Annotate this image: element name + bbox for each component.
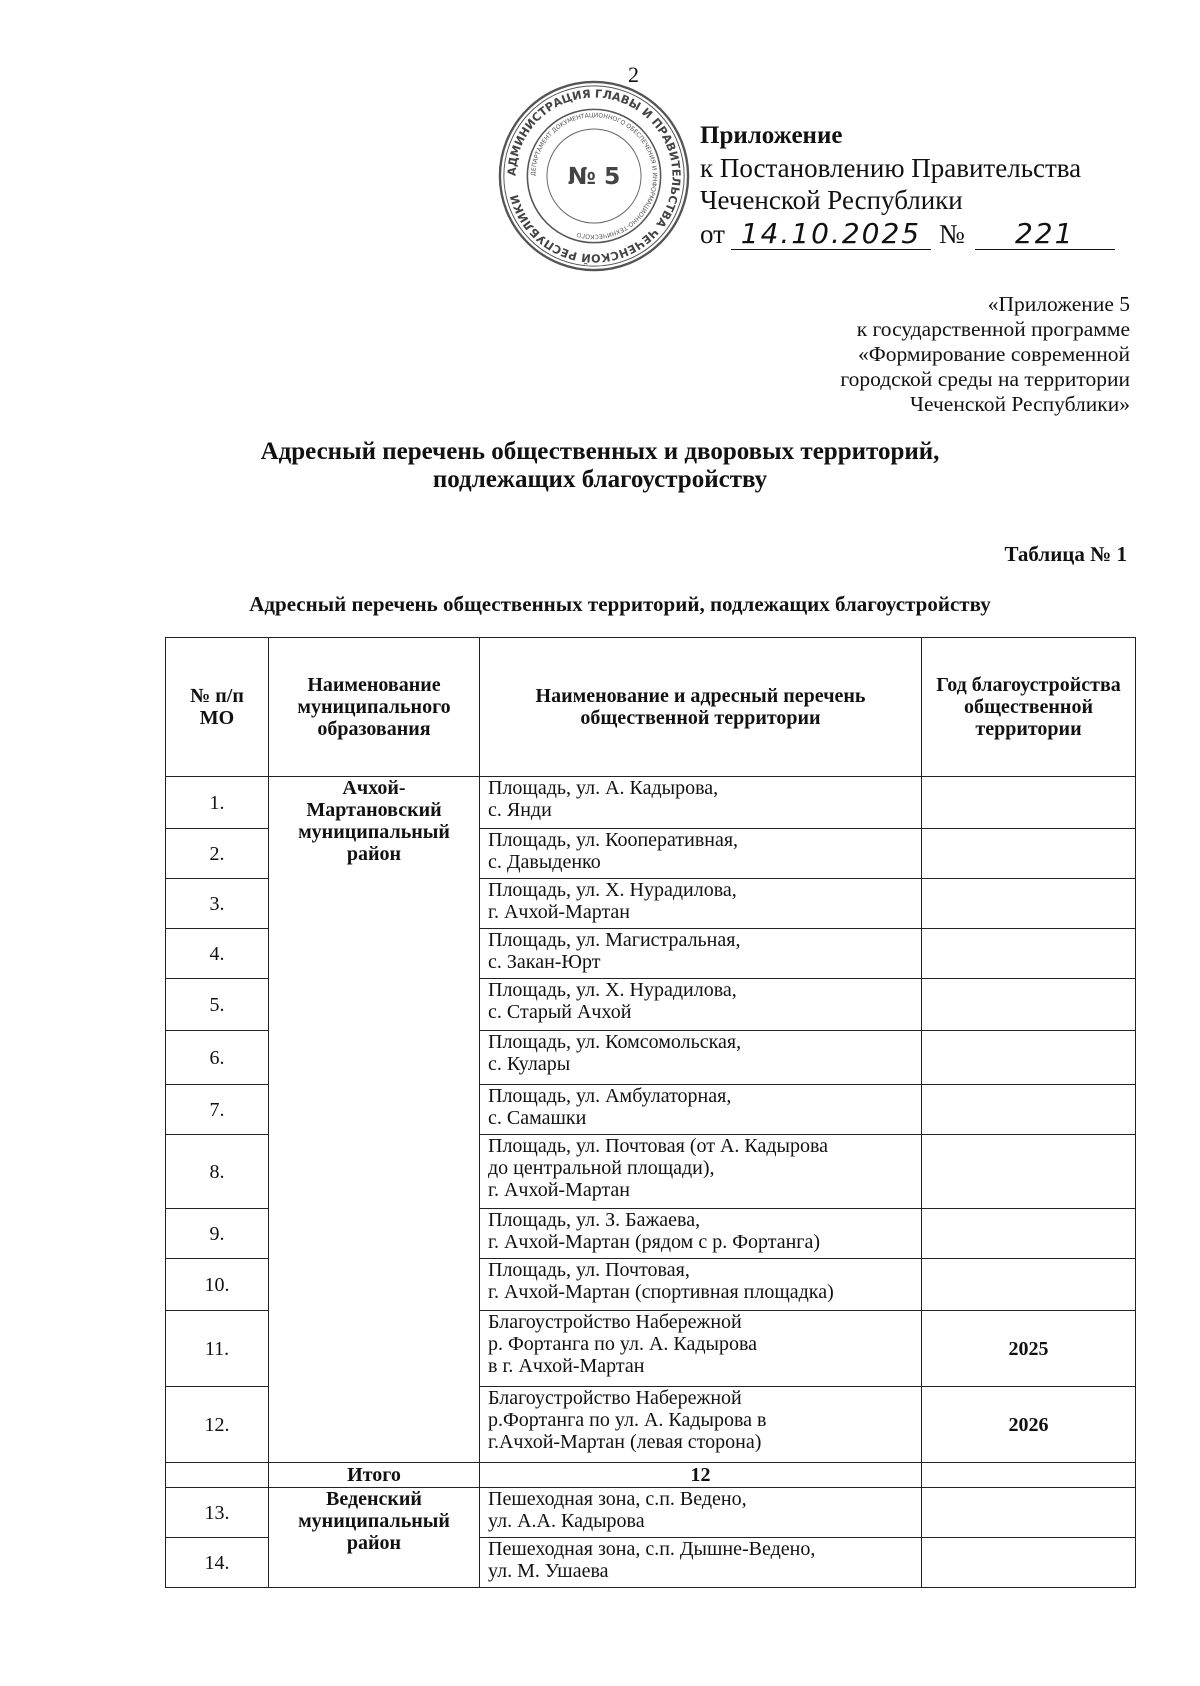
page-number: 2 [628,62,639,87]
approval-number: 221 [975,219,1115,250]
improvement-year [922,829,1136,879]
total-label: Итого [269,1463,480,1488]
document-title-line-1: Адресный перечень общественных и дворовых территорий, [260,438,940,465]
annex-line: городской среды на территории [840,367,1130,391]
territory-address: Площадь, ул. Почтовая, г. Ачхой-Мартан (спортивная площадка) [480,1259,922,1311]
approval-number-label: № [938,219,965,249]
header-municipality: Наименование муниципального образования [269,638,480,777]
improvement-year [922,979,1136,1031]
approval-line-2: Чеченской Республики [700,185,963,215]
row-number: 2. [166,829,269,879]
seal-inner-text: ДЕПАРТАМЕНТ ДОКУМЕНТАЦИОННОГО ОБЕСПЕЧЕНИЯ И ИНФОРМАЦИОННО-ТЕХНИЧЕСКОГО [530,112,658,240]
territory-address: Пешеходная зона, с.п. Ведено, ул. А.А. Кадырова [480,1488,922,1538]
territory-address: Площадь, ул. Магистральная, с. Закан-Юрт [480,929,922,979]
annex-line: Чеченской Республики» [910,392,1130,416]
header-territory: Наименование и адресный перечень общественной территории [480,638,922,777]
annex-reference [840,292,1130,417]
annex-line: «Приложение 5 [987,292,1130,316]
row-number: 10. [166,1259,269,1311]
territory-address: Площадь, ул. З. Бажаева, г. Ачхой-Мартан (рядом с р. Фортанга) [480,1209,922,1259]
table-row [166,1488,1136,1538]
territory-address: Площадь, ул. Комсомольская, с. Кулары [480,1031,922,1085]
improvement-year [922,1085,1136,1135]
row-number: 4. [166,929,269,979]
territory-address: Площадь, ул. Кооперативная, с. Давыденко [480,829,922,879]
approval-date-row [700,218,1115,250]
territories-table [165,637,1136,1588]
header-year: Год благоустройства общественной территории [922,638,1136,777]
improvement-year [922,1488,1136,1538]
row-number: 14. [166,1538,269,1588]
territory-address: Площадь, ул. Амбулаторная, с. Самашки [480,1085,922,1135]
improvement-year [922,1031,1136,1085]
table-row [166,777,1136,829]
improvement-year: 2026 [922,1387,1136,1463]
improvement-year [922,777,1136,829]
approval-from-label: от [700,219,725,249]
territory-address: Благоустройство Набережной р. Фортанга по ул. А. Кадырова в г. Ачхой-Мартан [480,1311,922,1387]
document-title-line-2: подлежащих благоустройству [432,466,768,493]
row-number: 1. [166,777,269,829]
approval-block [700,120,1115,250]
approval-date: 14.10.2025 [731,219,931,250]
improvement-year [922,1259,1136,1311]
table-number: Таблица № 1 [1004,542,1127,566]
municipality-name: Веденский муниципальный район [269,1488,480,1588]
territory-address: Площадь, ул. Х. Нурадилова, г. Ачхой-Мартан [480,879,922,929]
improvement-year [922,1209,1136,1259]
total-empty-cell [922,1463,1136,1488]
row-number: 6. [166,1031,269,1085]
row-number: 8. [166,1135,269,1209]
territory-address: Благоустройство Набережной р.Фортанга по ул. А. Кадырова в г.Ачхой-Мартан (левая сторона) [480,1387,922,1463]
improvement-year [922,879,1136,929]
row-number: 11. [166,1311,269,1387]
seal-stamp-icon [496,78,692,274]
territory-address: Пешеходная зона, с.п. Дышне-Ведено, ул. М. Ушаева [480,1538,922,1588]
improvement-year [922,1538,1136,1588]
row-number: 12. [166,1387,269,1463]
approval-line-1: к Постановлению Правительства [700,153,1082,183]
row-number: 5. [166,979,269,1031]
row-number: 13. [166,1488,269,1538]
annex-line: к государственной программе [856,317,1130,341]
annex-line: «Формирование современной [857,342,1130,366]
territory-address: Площадь, ул. Почтовая (от А. Кадырова до центральной площади), г. Ачхой-Мартан [480,1135,922,1209]
territory-address: Площадь, ул. А. Кадырова, с. Янди [480,777,922,829]
row-number: 9. [166,1209,269,1259]
document-title [150,438,1050,494]
table-header-row [166,638,1136,777]
approval-title: Приложение [700,122,843,149]
total-row [166,1463,1136,1488]
official-seal [496,78,692,274]
improvement-year [922,1135,1136,1209]
seal-center-text: № 5 [567,161,621,190]
row-number: 7. [166,1085,269,1135]
improvement-year: 2025 [922,1311,1136,1387]
row-number: 3. [166,879,269,929]
seal-ring-text: АДМИНИСТРАЦИЯ ГЛАВЫ И ПРАВИТЕЛЬСТВА ЧЕЧЕНСКОЙ РЕСПУБЛИКИ [505,87,683,265]
total-empty-cell [166,1463,269,1488]
header-number: № п/п МО [166,638,269,777]
total-value: 12 [480,1463,922,1488]
municipality-name: Ачхой-Мартановский муниципальный район [269,777,480,1463]
territory-address: Площадь, ул. Х. Нурадилова, с. Старый Ачхой [480,979,922,1031]
table-caption: Адресный перечень общественных территорий, подлежащих благоустройству [249,592,991,616]
improvement-year [922,929,1136,979]
